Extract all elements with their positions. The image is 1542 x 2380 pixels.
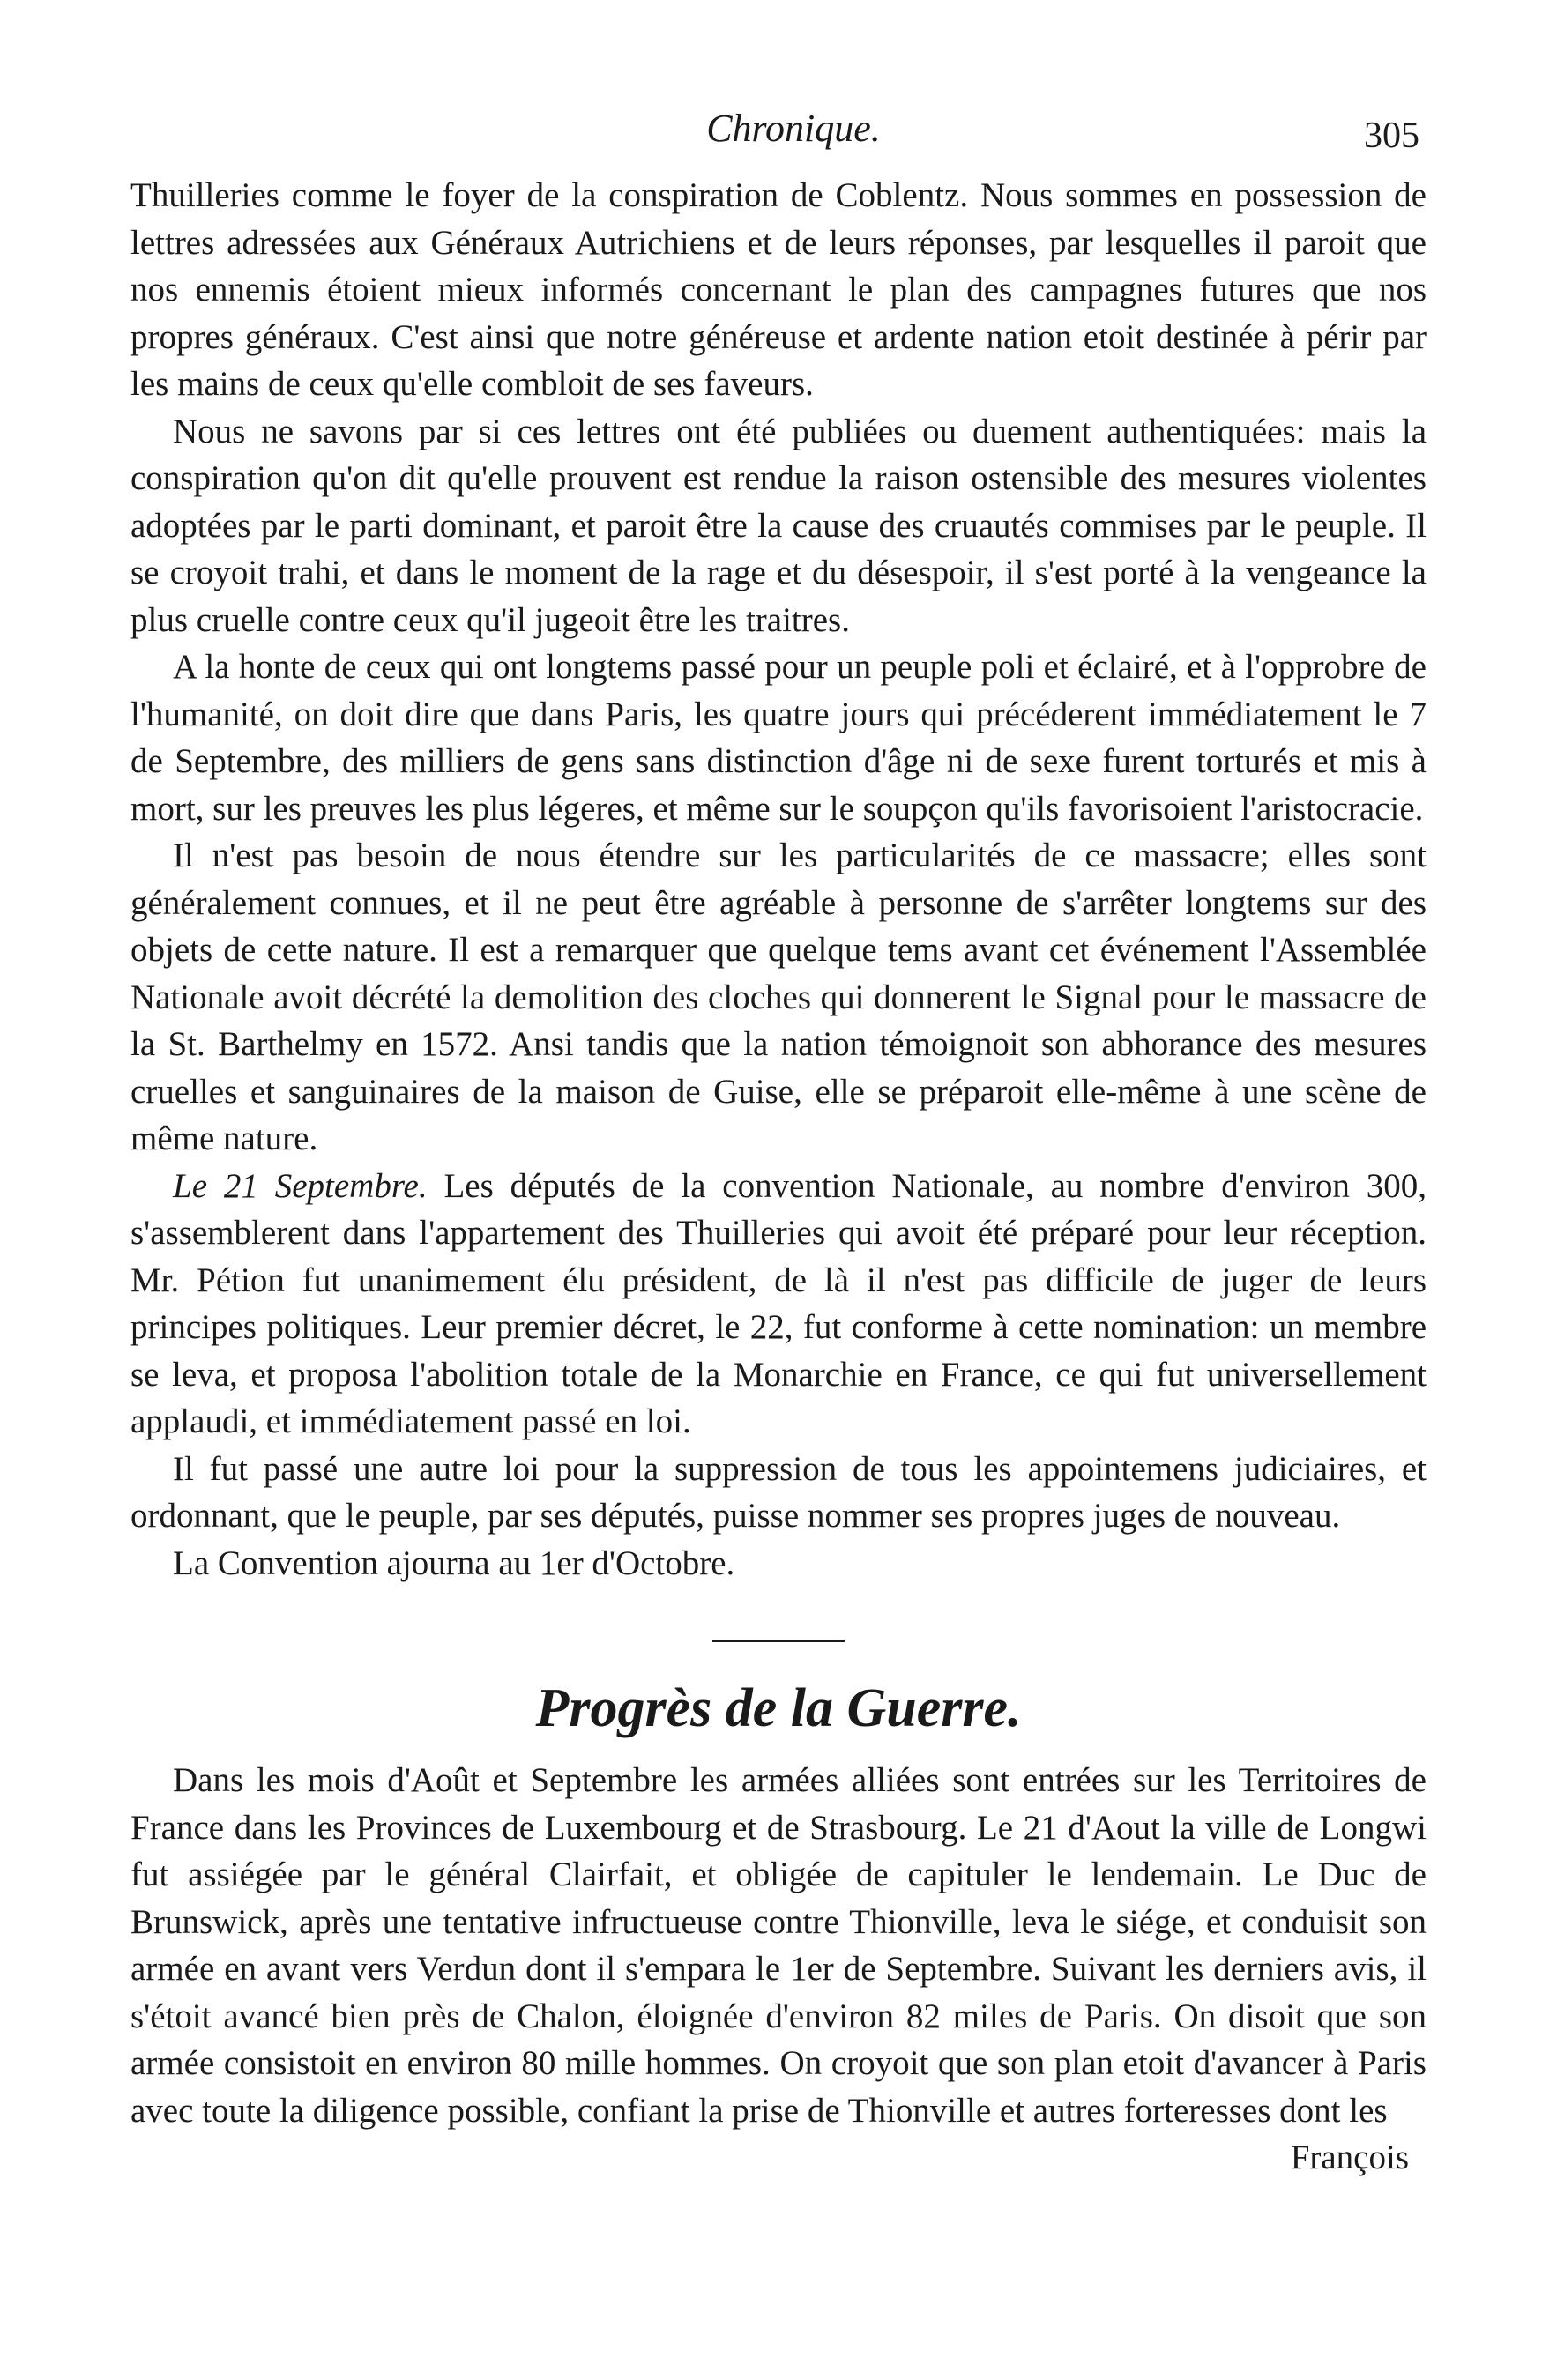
page-number: 305 xyxy=(1364,115,1419,156)
paragraph-text: Dans les mois d'Août et Septembre les armées alliées sont entrées sur les Territoires de France dans les Provinces de Luxembourg et de Strasbourg. Le 21 d'Aout la ville de Longwi fut assiégée par le général Clairfait, et obligée de capituler le lendemain. Le Duc de Brunswick, après une tentative infructueuse contre Thionville, leva le siége, et conduisit son armée en avant vers Verdun dont il s'empara le 1er de Septembre. Suivant les derniers avis, il s'étoit avancé bien près de Chalon, éloignée d'environ 82 miles de Paris. On disoit que son armée consistoit en environ 80 mille hommes. On croyoit que son plan etoit d'avancer à Paris avec toute la diligence possible, confiant la prise de Thionville et autres forteresses dont les xyxy=(130,1761,1427,2130)
paragraph-text: A la honte de ceux qui ont longtems passé pour un peuple poli et éclairé, et à l'opprobre de l'humanité, on doit dire que dans Paris, les quatre jours qui précéderent immédiatement le 7 de Septembre, des milliers de gens sans distinction d'âge ni de sexe furent torturés et mis à mort, sur les preuves les plus légeres, et même sur le soupçon qu'ils favorisoient l'aristocracie. xyxy=(130,648,1427,828)
paragraph xyxy=(130,1540,1427,1588)
date-lead: Le 21 Septembre. xyxy=(173,1166,428,1205)
catchword: François xyxy=(1290,2138,1409,2176)
paragraph xyxy=(130,172,1427,408)
section-title: Progrès de la Guerre. xyxy=(535,1678,1022,1738)
section-divider xyxy=(712,1640,845,1642)
running-head: Chronique. xyxy=(706,107,881,150)
page-body xyxy=(130,172,1427,2182)
page-header xyxy=(168,106,1419,167)
paragraph xyxy=(130,1757,1427,2134)
paragraph xyxy=(130,408,1427,644)
paragraph-text: Thuilleries comme le foyer de la conspiration de Coblentz. Nous sommes en possession de lettres adressées aux Généraux Autrichiens et de leurs réponses, par lesquelles il paroit que nos ennemis étoient mieux informés concernant le plan des campagnes futures que nos propres généraux. C'est ainsi que notre généreuse et ardente nation etoit destinée à périr par les mains de ceux qu'elle combloit de ses faveurs. xyxy=(130,176,1427,403)
paragraph-text: Les députés de la convention Nationale, au nombre d'environ 300, s'assemblerent dans l'appartement des Thuilleries qui avoit été préparé pour leur réception. Mr. Pétion fut unanimement élu président, de là il n'est pas difficile de juger de leurs principes politiques. Leur premier décret, le 22, fut conforme à cette nomination: un membre se leva, et proposa l'abolition totale de la Monarchie en France, ce qui fut universellement applaudi, et immédiatement passé en loi. xyxy=(130,1166,1427,1440)
paragraph xyxy=(130,1163,1427,1446)
paragraph xyxy=(130,1446,1427,1540)
paragraph-text: La Convention ajourna au 1er d'Octobre. xyxy=(173,1543,735,1582)
paragraph xyxy=(130,643,1427,832)
paragraph-text: Nous ne savons par si ces lettres ont été publiées ou duement authentiquées: mais la conspiration qu'on dit qu'elle prouvent est rendue la raison ostensible des mesures violentes adoptées par le parti dominant, et paroit être la cause des cruautés commises par le peuple. Il se croyoit trahi, et dans le moment de la rage et du désespoir, il s'est porté à la vengeance la plus cruelle contre ceux qu'il jugeoit être les traitres. xyxy=(130,412,1427,639)
paragraph-text: Il fut passé une autre loi pour la suppression de tous les appointemens judiciaires, et ordonnant, que le peuple, par ses députés, puisse nommer ses propres juges de nouveau. xyxy=(130,1449,1427,1535)
paragraph-text: Il n'est pas besoin de nous étendre sur les particularités de ce massacre; elles sont généralement connues, et il ne peut être agréable à personne de s'arrêter longtems sur des objets de cette nature. Il est a remarquer que quelque tems avant cet événement l'Assemblée Nationale avoit décrété la demolition des cloches qui donnerent le Signal pour le massacre de la St. Barthelmy en 1572. Ansi tandis que la nation témoignoit son abhorance des mesures cruelles et sanguinaires de la maison de Guise, elle se préparoit elle-même à une scène de même nature. xyxy=(130,837,1427,1157)
paragraph xyxy=(130,832,1427,1163)
